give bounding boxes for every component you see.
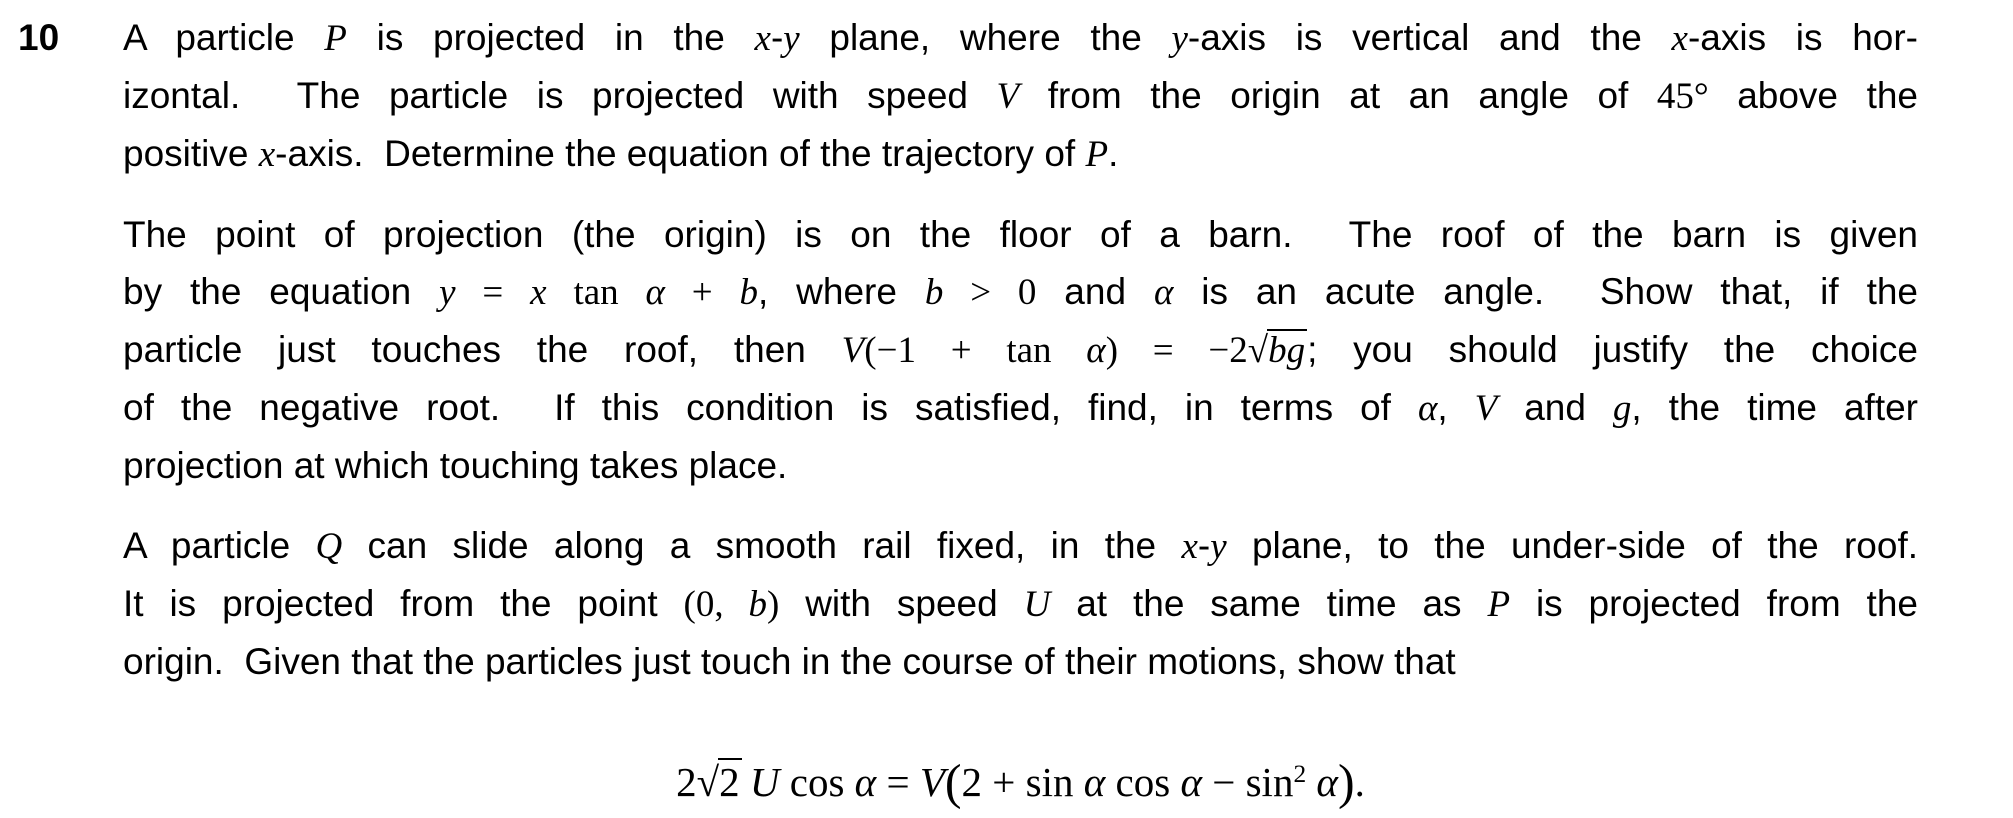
paragraph xyxy=(123,517,1918,690)
math-var: α xyxy=(1316,759,1338,805)
math-var: α xyxy=(645,272,665,313)
text-line xyxy=(123,517,1918,575)
text-run: - xyxy=(1197,525,1211,566)
math-var: U xyxy=(1023,584,1051,625)
math-roman: ) xyxy=(766,584,780,625)
text-run: from the origin at an angle of xyxy=(1019,75,1657,116)
radicand: bg xyxy=(1268,330,1306,371)
text-run: with speed xyxy=(779,583,1024,624)
math-var: U xyxy=(749,759,780,805)
text-run: projection at which touching takes place. xyxy=(123,445,788,486)
math-roman: = xyxy=(455,272,531,313)
text-run: positive xyxy=(123,133,259,174)
text-run: is projected from the xyxy=(1510,583,1918,624)
text-run: -axis. Determine the equation of the trajectory of xyxy=(275,133,1086,174)
math-var: b xyxy=(924,272,944,313)
math-roman: = xyxy=(876,759,920,805)
text-run: origin. Given that the particles just touch in the course of their motions, show that xyxy=(123,641,1456,682)
text-line xyxy=(123,263,1918,321)
math-roman xyxy=(742,759,750,805)
radical-icon: √ xyxy=(1247,330,1269,371)
math-var: b xyxy=(739,272,759,313)
text-run: A particle xyxy=(123,17,325,58)
text-line xyxy=(123,206,1918,263)
math-roman: . xyxy=(1354,759,1365,805)
text-run: , where xyxy=(758,271,925,312)
math-roman: ) = −2 xyxy=(1105,330,1248,371)
text-run: , the time after xyxy=(1631,387,1918,428)
text-line xyxy=(123,575,1918,633)
radicand: 2 xyxy=(719,759,740,805)
math-var: V xyxy=(996,76,1020,117)
text-run: plane, where the xyxy=(799,17,1172,58)
text-line xyxy=(123,437,1918,494)
text-run: of the negative root. If this condition is satisfied, find, in terms of xyxy=(123,387,1418,428)
text-run: particle just touches the roof, then xyxy=(123,329,842,370)
math-var: α xyxy=(1180,759,1202,805)
math-var: V xyxy=(841,330,865,371)
paragraph xyxy=(123,9,1918,183)
math-var: P xyxy=(1487,584,1511,625)
math-paren: ) xyxy=(1337,753,1355,810)
math-paren: ( xyxy=(944,753,962,810)
paragraph xyxy=(123,206,1918,494)
math-roman: − sin xyxy=(1201,759,1294,805)
math-roman: cos xyxy=(779,759,855,805)
math-var: V xyxy=(919,759,945,805)
text-run: above the xyxy=(1708,75,1918,116)
text-run: ; you should justify the choice xyxy=(1307,329,1918,370)
math-sqrt xyxy=(1248,329,1307,370)
math-var: α xyxy=(1417,388,1438,429)
text-run: It is projected from the point xyxy=(123,583,684,624)
text-line xyxy=(123,379,1918,437)
text-run: - xyxy=(770,17,784,58)
text-run: , xyxy=(1437,387,1475,428)
math-var: α xyxy=(1086,330,1106,371)
math-var: α xyxy=(1083,759,1106,805)
math-superscript: 2 xyxy=(1293,760,1307,789)
text-run: and xyxy=(1036,271,1154,312)
math-roman: (0, xyxy=(683,584,749,625)
text-line xyxy=(123,9,1918,67)
math-var: α xyxy=(854,759,877,805)
text-run: at the same time as xyxy=(1050,583,1488,624)
math-roman: > 0 xyxy=(943,272,1037,313)
question-body xyxy=(123,9,1918,814)
math-roman: tan xyxy=(546,272,646,313)
math-var: P xyxy=(1085,134,1109,175)
text-run: The point of projection (the origin) is on the floor of a barn. The roof of the barn is given xyxy=(123,214,1918,255)
math-var: g xyxy=(1612,388,1632,429)
math-var: x xyxy=(530,272,547,313)
text-run: izontal. The particle is projected with speed xyxy=(123,75,997,116)
math-var: y xyxy=(439,272,456,313)
text-run: is projected in the xyxy=(346,17,755,58)
math-var: y xyxy=(1210,526,1227,567)
text-run: -axis is hor- xyxy=(1687,17,1918,58)
math-roman: 2 + sin xyxy=(961,759,1084,805)
math-roman: cos xyxy=(1105,759,1181,805)
question-number: 10 xyxy=(18,17,60,58)
math-roman: (−1 + tan xyxy=(864,330,1087,371)
math-roman: 2 xyxy=(676,759,697,805)
math-roman xyxy=(1306,759,1316,805)
math-var: x xyxy=(1181,526,1198,567)
text-run: is an acute angle. Show that, if the xyxy=(1173,271,1918,312)
text-run: can slide along a smooth rail fixed, in the xyxy=(342,525,1182,566)
text-run: . xyxy=(1108,133,1119,174)
text-line xyxy=(123,125,1918,183)
math-var: y xyxy=(1171,18,1188,59)
text-line xyxy=(123,321,1918,379)
math-var: Q xyxy=(315,526,343,567)
math-var: α xyxy=(1153,272,1174,313)
math-var: x xyxy=(258,134,276,175)
math-var: x xyxy=(1671,18,1688,59)
math-roman: 45° xyxy=(1656,76,1709,117)
math-var: V xyxy=(1474,388,1498,429)
text-run: -axis is vertical and the xyxy=(1187,17,1672,58)
display-equation xyxy=(123,750,1918,814)
text-line xyxy=(123,67,1918,125)
radical-icon: √ xyxy=(696,759,720,805)
math-sqrt xyxy=(697,759,742,805)
math-var: y xyxy=(783,18,800,59)
text-line xyxy=(123,633,1918,690)
text-run: plane, to the under-side of the roof. xyxy=(1226,525,1919,566)
math-var: P xyxy=(324,18,347,59)
math-var: b xyxy=(748,584,767,625)
text-run: by the equation xyxy=(123,271,440,312)
math-roman: + xyxy=(664,272,740,313)
text-run: A particle xyxy=(123,525,316,566)
math-var: x xyxy=(754,18,771,59)
text-run: and xyxy=(1497,387,1613,428)
